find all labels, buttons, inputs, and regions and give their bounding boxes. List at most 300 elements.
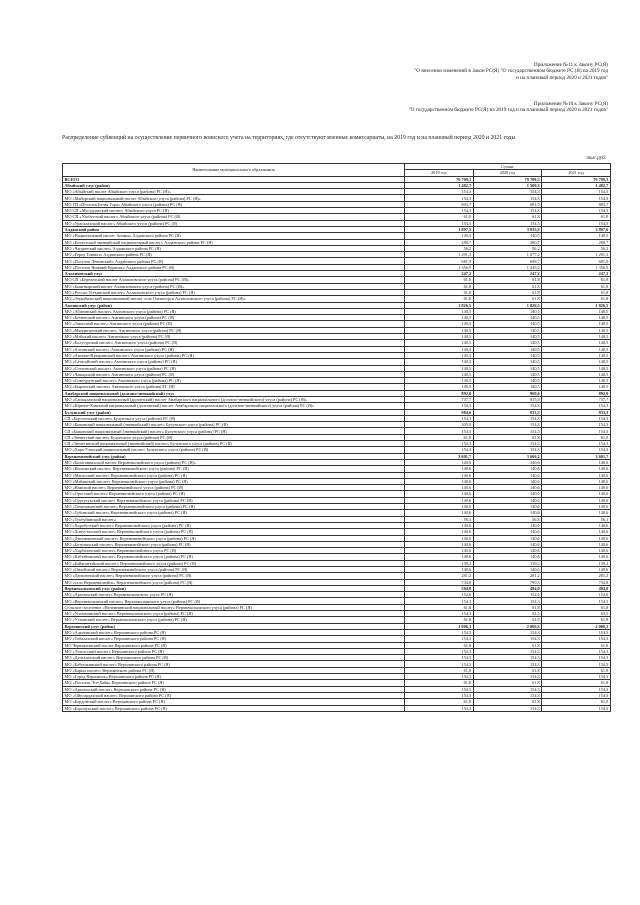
amount-2019: 154,3 xyxy=(405,611,474,617)
amount-2020: 140,5 xyxy=(473,359,542,365)
municipality-name: МО «Эльгэсский наслег» Верхоянского района РС (Я) xyxy=(63,648,405,654)
amount-2021: 1 291,3 xyxy=(542,252,611,258)
municipality-name: МО СП «Мугурдахский наслег» Абыйского улуса РС (Я) xyxy=(63,208,405,214)
municipality-name: МО «Мяндигинский наслег» Амгинского улуса (района) РС (Я) xyxy=(63,327,405,333)
municipality-name: МО «Сургулукский наслег» Верхневилюйского улуса (района) РС (Я) xyxy=(63,497,405,503)
amount-2021: 140,5 xyxy=(542,365,611,371)
amount-2021: 154,3 xyxy=(542,195,611,201)
amount-2019: 61,8 xyxy=(405,667,474,673)
municipality-name: МО «Абыйский наслег Абыйского улуса (района) РС (Я)» xyxy=(63,189,405,195)
amount-2019: 1 826,5 xyxy=(405,302,474,308)
amount-2021: 140,5 xyxy=(542,371,611,377)
amount-2020: 61,8 xyxy=(473,283,542,289)
municipality-name: МО «Эмисский наслег» Амгинского улуса (района) РС (Я) xyxy=(63,321,405,327)
amount-2021: 154,3 xyxy=(542,415,611,421)
municipality-name: МО «Хоробутский наслег» Верхневилюйского улуса (района) РС (Я) xyxy=(63,522,405,528)
amount-2021: 139,2 xyxy=(542,560,611,566)
amount-2020: 140,6 xyxy=(473,472,542,478)
amount-2019: 56,2 xyxy=(405,245,474,251)
municipality-name: МО «Быковский национальный (эвенкийский) наслег» Булунского улуса (района) РС (Я) xyxy=(63,422,405,428)
amount-2021: 140,5 xyxy=(542,308,611,314)
amount-2020: 140,5 xyxy=(473,315,542,321)
amount-2021: 140,5 xyxy=(542,346,611,352)
amount-2020: 140,6 xyxy=(473,535,542,541)
amount-2019: 154,3 xyxy=(405,208,474,214)
amount-2021: 61,8 xyxy=(542,617,611,623)
amount-2021: 61,8 xyxy=(542,680,611,686)
amount-2020: 140,6 xyxy=(473,529,542,535)
municipality-name: МО «Поселок Ленинский» Алданского района РС (Я) xyxy=(63,258,405,264)
amount-2020: 140,5 xyxy=(473,378,542,384)
amount-2019: 56,3 xyxy=(405,516,474,522)
municipality-name: Сельское поселение «Нелемнинский национальный наслег» Верхнеколымского улуса (района) РС (Я) xyxy=(63,604,405,610)
amount-2021: 140,6 xyxy=(542,529,611,535)
amount-2019: 139,2 xyxy=(405,560,474,566)
amount-2021: 140,6 xyxy=(542,459,611,465)
amount-2020: 140,6 xyxy=(473,510,542,516)
amount-2019: 140,5 xyxy=(405,334,474,340)
municipality-name: МО «село Верхневилюйск» Верхневилюйского улуса (района) РС (Я) xyxy=(63,579,405,585)
amount-2020: 61,8 xyxy=(473,642,542,648)
amount-2019: 281,2 xyxy=(405,573,474,579)
amount-2020: 140,6 xyxy=(473,485,542,491)
amount-2020: 140,5 xyxy=(473,346,542,352)
municipality-name: МО «Верхнеколымский наслег» Верхнеколымского улуса (района) РС (Я) xyxy=(63,598,405,604)
amount-2020: 140,6 xyxy=(473,554,542,560)
amount-2020: 140,6 xyxy=(473,491,542,497)
amount-2020: 154,3 xyxy=(473,655,542,661)
amount-2020: 79 709,3 xyxy=(473,176,542,182)
municipality-name: МО «Чагдинский наслег» Алданского района РС (Я) xyxy=(63,245,405,251)
amount-2019: 3 601,7 xyxy=(405,453,474,459)
amount-2020: 698,7 xyxy=(473,258,542,264)
amount-2019: 3 897,5 xyxy=(405,226,474,232)
amount-2019: 154,3 xyxy=(405,629,474,635)
amount-2020: 154,3 xyxy=(473,195,542,201)
amount-2021: 140,5 xyxy=(542,321,611,327)
amount-2020: 140,6 xyxy=(473,466,542,472)
municipality-name: СП «Быковский национальный (эвенкийский) наслег» Булунского улуса (района) РС (Я) xyxy=(63,428,405,434)
municipality-name: МО «Кентикский наслег» Верхневилюйского улуса (района) РС (Я) xyxy=(63,466,405,472)
amount-2020: 61,8 xyxy=(473,617,542,623)
municipality-name: МО «Намский наслег» Верхневилюйского улуса (района) РС (Я) xyxy=(63,485,405,491)
amount-2021: 56,2 xyxy=(542,245,611,251)
header-year-2021: 2021 год xyxy=(542,170,611,176)
municipality-name: МО «Туобуйинский наслег» xyxy=(63,516,405,522)
amount-2019: 61,8 xyxy=(405,283,474,289)
municipality-name: МО «Абагинский наслег» Амгинского улуса (района) РС (Я) xyxy=(63,308,405,314)
municipality-name: МО «Утаинский наслег» Верхнеколымского улуса (района) РС (Я) xyxy=(63,617,405,623)
amount-2019: 140,6 xyxy=(405,522,474,528)
amount-2021: 61,8 xyxy=(542,214,611,220)
amount-2020: 154,3 xyxy=(473,661,542,667)
municipality-name: МО СП «Ульбутский наслег» Абыйского улуса (района) РС (Я) xyxy=(63,214,405,220)
amount-2019: 1 482,7 xyxy=(405,182,474,188)
municipality-name: МО «Дюпсюнский наслег» Верхневилюйского улуса (района) РС (Я) xyxy=(63,573,405,579)
amount-2021: 61,8 xyxy=(542,667,611,673)
amount-2021: 61,8 xyxy=(542,296,611,302)
amount-2019: 140,5 xyxy=(405,233,474,239)
table-row xyxy=(63,705,611,711)
amount-2020: 140,6 xyxy=(473,497,542,503)
amount-2020: 61,8 xyxy=(473,604,542,610)
amount-2020: 140,5 xyxy=(473,334,542,340)
amount-2020: 140,6 xyxy=(473,548,542,554)
amount-2020: 154,3 xyxy=(473,403,542,409)
municipality-name: МО «Байагантайский наслег» Верхневилюйского улуса (района) РС (Я) xyxy=(63,560,405,566)
amount-2019: 61,8 xyxy=(405,277,474,283)
amount-2021: 140,5 xyxy=(542,340,611,346)
amount-2019: 154,3 xyxy=(405,415,474,421)
amount-2021: 3 601,7 xyxy=(542,453,611,459)
header-name: Наименование муниципального образования xyxy=(63,164,405,177)
amount-2021: 734,8 xyxy=(542,579,611,585)
municipality-name: МО «Дюллюкинский наслег» Верхневилюйского улуса (района) РС (Я) xyxy=(63,535,405,541)
amount-2020: 799,3 xyxy=(473,579,542,585)
amount-2019: 61,8 xyxy=(405,699,474,705)
amount-2021: 154,3 xyxy=(542,661,611,667)
amount-2020: 281,2 xyxy=(473,573,542,579)
amount-2020: 140,5 xyxy=(473,321,542,327)
municipality-name: Амгинский улус (район) xyxy=(63,302,405,308)
amount-2021: 247,2 xyxy=(542,271,611,277)
municipality-name: МО «Арылахский наслег» Верхнеколымского улуса РС (Я) xyxy=(63,592,405,598)
municipality-name: СП «Тюметинский национальный (эвенкийский) наслег» Булунского улуса (района) РС (Я) xyxy=(63,441,405,447)
amount-2020: 154,3 xyxy=(473,629,542,635)
amount-2020: 154,3 xyxy=(473,674,542,680)
municipality-name: МО «Национальный наслег Анамы» Алданского района РС (Я) xyxy=(63,233,405,239)
amount-2020: 140,5 xyxy=(473,384,542,390)
municipality-name: МО «Сомоурунский наслег» Амгинского улуса (района) РС (Я) xyxy=(63,378,405,384)
municipality-name: Абыйский улус (район) xyxy=(63,182,405,188)
amount-2019: 1 291,3 xyxy=(405,252,474,258)
amount-2019: 154,3 xyxy=(405,648,474,654)
amount-2020: 280,7 xyxy=(473,239,542,245)
municipality-name: МО «Бетюнский наслег» Амгинского улуса (района) РС (Я) xyxy=(63,315,405,321)
amount-2020: 154,3 xyxy=(473,705,542,711)
annex-law-title: "О государственном бюджете РС(Я) на 2019 год и на плановый период 2020 и 2021 годов" xyxy=(408,107,608,114)
amount-2019: 584,8 xyxy=(405,585,474,591)
amount-2019: 984,6 xyxy=(405,409,474,415)
header-sum: Сумма xyxy=(405,164,611,170)
amount-2020: 61,8 xyxy=(473,289,542,295)
amount-2019: 2 006,3 xyxy=(405,623,474,629)
annex-reference-bottom xyxy=(409,101,608,114)
amount-2021: 140,6 xyxy=(542,567,611,573)
amount-2020: 140,5 xyxy=(473,352,542,358)
amount-2019: 247,2 xyxy=(405,271,474,277)
amount-2021: 1 482,7 xyxy=(542,182,611,188)
amount-2020: 61,8 xyxy=(473,680,542,686)
amount-2021: 140,6 xyxy=(542,504,611,510)
amount-2021: 154,3 xyxy=(542,598,611,604)
amount-2019: 140,5 xyxy=(405,308,474,314)
municipality-name: МО «Чакырский наслег» Амгинского улуса (района) РС (Я) xyxy=(63,371,405,377)
amount-2019: 140,5 xyxy=(405,315,474,321)
municipality-name: Анабарский национальный (долгано-эвенкийский) улус xyxy=(63,390,405,396)
amount-2021: 61,8 xyxy=(542,642,611,648)
amount-2020: 61,8 xyxy=(473,699,542,705)
amount-2019: 140,5 xyxy=(405,359,474,365)
amount-2021: 140,6 xyxy=(542,548,611,554)
amount-2019: 154,3 xyxy=(405,195,474,201)
amount-2021: 140,5 xyxy=(542,352,611,358)
amount-2021: 154,3 xyxy=(542,403,611,409)
amount-2020: 3 835,3 xyxy=(473,226,542,232)
amount-2019: 140,5 xyxy=(405,384,474,390)
municipality-name: МО «Оросский наслег» Верхневилюйского улуса (района) РС (Я) xyxy=(63,491,405,497)
amount-2021: 61,8 xyxy=(542,699,611,705)
amount-2019: 305,0 xyxy=(405,422,474,428)
amount-2020: 815,3 xyxy=(473,396,542,402)
amount-2020: 140,6 xyxy=(473,504,542,510)
municipality-name: МО «Урасалахский наслег» Абыйского улуса (района) РС (Я) xyxy=(63,220,405,226)
amount-2020: 140,5 xyxy=(473,371,542,377)
amount-2020: 154,3 xyxy=(473,692,542,698)
municipality-name: МО «Саскылахский национальный (долганский) наслег Анабарского национального (долгано-эвенкийского) улуса (района) РС (Я)» xyxy=(63,396,405,402)
amount-2019: 61,8 xyxy=(405,289,474,295)
amount-2020: 61,8 xyxy=(473,214,542,220)
municipality-name: МО «Ботулинский наслег» Верхневилюйского улуса (района) РС (Я) xyxy=(63,541,405,547)
municipality-name: МО «Бырамский наслег» Амгинского улуса (района) РС (Я) xyxy=(63,384,405,390)
amount-2020: 1 077,2 xyxy=(473,252,542,258)
amount-2019: 892,0 xyxy=(405,390,474,396)
municipality-name: МО «Беллетский эвенкийский национальный наслег» Алданского района РС (Я) xyxy=(63,239,405,245)
amount-2021: 154,3 xyxy=(542,629,611,635)
amount-2020: 3 666,2 xyxy=(473,453,542,459)
annex-law-period: и на плановый период 2020 и 2021 годов" xyxy=(516,74,608,81)
amount-2019: 61,8 xyxy=(405,617,474,623)
amount-2019: 681,9 xyxy=(405,258,474,264)
amount-2021: 61,8 xyxy=(542,283,611,289)
municipality-name: МО «Адычанский наслег» Верхоянского района РС (Я) xyxy=(63,629,405,635)
amount-2021: 154,3 xyxy=(542,705,611,711)
amount-2020: 56,3 xyxy=(473,516,542,522)
amount-2019: 154,3 xyxy=(405,447,474,453)
municipality-name: Булунский улус (район) xyxy=(63,409,405,415)
amount-2019: 61,8 xyxy=(405,604,474,610)
amount-2020: 681,9 xyxy=(473,201,542,207)
amount-2019: 140,6 xyxy=(405,491,474,497)
amount-2019: 154,3 xyxy=(405,428,474,434)
amount-2021: 140,5 xyxy=(542,359,611,365)
municipality-name: МО «Город Верхоянск» Верхоянского района РС (Я) xyxy=(63,674,405,680)
amount-2019: 734,8 xyxy=(405,579,474,585)
amount-2019: 154,3 xyxy=(405,655,474,661)
amount-2019: 154,3 xyxy=(405,598,474,604)
amount-2019: 61,8 xyxy=(405,214,474,220)
amount-2021: 140,6 xyxy=(542,510,611,516)
amount-2020: 140,5 xyxy=(473,340,542,346)
amount-2021: 154,3 xyxy=(542,447,611,453)
amount-2020: 140,5 xyxy=(473,365,542,371)
amount-2019: 154,3 xyxy=(405,686,474,692)
amount-2021: 154,3 xyxy=(542,648,611,654)
amount-2019: 79 709,3 xyxy=(405,176,474,182)
amount-2021: 154,3 xyxy=(542,422,611,428)
amount-2021: 681,9 xyxy=(542,258,611,264)
amount-2019: 154,3 xyxy=(405,403,474,409)
municipality-name: МО «Амгино-Нахаринский наслег» Амгинского улуса (района) РС (Я) xyxy=(63,352,405,358)
municipality-name: Верхневилюйский улус (район) xyxy=(63,453,405,459)
amount-2019: 154,3 xyxy=(405,705,474,711)
amount-2019: 140,6 xyxy=(405,567,474,573)
amount-2020: 56,2 xyxy=(473,245,542,251)
municipality-name: МО «Тубинский наслег» Верхневилюйского улуса (района) РС (Я) xyxy=(63,510,405,516)
amount-2020: 154,3 xyxy=(473,447,542,453)
amount-2019: 154,3 xyxy=(405,692,474,698)
municipality-name: МО «Балаганнахский наслег Верхневилюйского улуса (района) РС (Я)» xyxy=(63,459,405,465)
municipality-name: Верхнеколымский улус (район) xyxy=(63,585,405,591)
amount-2021: 154,3 xyxy=(542,441,611,447)
amount-2021: 140,6 xyxy=(542,466,611,472)
amount-2020: 154,3 xyxy=(473,636,542,642)
amount-2019: 154,3 xyxy=(405,441,474,447)
municipality-name: МО «Мэйикский наслег» Верхневилюйского улуса (района) РС (Я) xyxy=(63,478,405,484)
municipality-name: МО «Бабушкинский наслег» Верхоянского района РС (Я) xyxy=(63,661,405,667)
amount-2020: 139,2 xyxy=(473,560,542,566)
amount-2020: 154,3 xyxy=(473,648,542,654)
annex-number: Приложение №18 к Закону РС(Я) xyxy=(533,101,608,107)
amount-2020: 154,3 xyxy=(473,415,542,421)
amount-2021: 140,5 xyxy=(542,315,611,321)
amount-2019: 140,6 xyxy=(405,497,474,503)
amount-2021: 892,0 xyxy=(542,390,611,396)
amount-2020: 152,6 xyxy=(473,592,542,598)
municipality-name: Аллаиховский улус xyxy=(63,271,405,277)
amount-2021: 2 006,3 xyxy=(542,623,611,629)
amount-2019: 140,6 xyxy=(405,529,474,535)
amount-2019: 140,6 xyxy=(405,548,474,554)
amount-2021: 154,3 xyxy=(542,674,611,680)
amount-2021: 3 897,6 xyxy=(542,226,611,232)
amount-2019: 140,6 xyxy=(405,485,474,491)
amount-2021: 63,5 xyxy=(542,611,611,617)
municipality-name: СП «Борогонский наслег» Булунского улуса (района) РС (Я) xyxy=(63,415,405,421)
amount-2019: 1 356,9 xyxy=(405,264,474,270)
amount-2021: 61,8 xyxy=(542,434,611,440)
municipality-name: МО «Русско-Устьинский наслег» Аллаиховского улуса (района) РС (Я) xyxy=(63,289,405,295)
amount-2020: 61,8 xyxy=(473,277,542,283)
amount-2020: 140,6 xyxy=(473,567,542,573)
municipality-name: МО ГП «Поселок Белая Гора» Абыйского улуса (района) РС (Я) xyxy=(63,201,405,207)
municipality-name: МО «Онхойский наслег» Верхневилюйского улуса (района) РС (Я) xyxy=(63,567,405,573)
amount-2021: 61,8 xyxy=(542,604,611,610)
amount-2021: 140,6 xyxy=(542,478,611,484)
amount-2019: 61,8 xyxy=(405,296,474,302)
amount-2020: 833,3 xyxy=(473,409,542,415)
amount-2021: 494,0 xyxy=(542,585,611,591)
amount-2021: 56,1 xyxy=(542,516,611,522)
amount-2019: 140,6 xyxy=(405,504,474,510)
amount-2021: 154,3 xyxy=(542,692,611,698)
amount-2019: 737,7 xyxy=(405,396,474,402)
amount-2020: 154,3 xyxy=(473,428,542,434)
units-label: тыс.руб. xyxy=(586,155,606,161)
municipality-name: ВСЕГО xyxy=(63,176,405,182)
amount-2020: 494,0 xyxy=(473,585,542,591)
municipality-name: МО «Боронукский наслег» Верхоянского района РС (Я) xyxy=(63,705,405,711)
amount-2020: 63,5 xyxy=(473,611,542,617)
municipality-name: МО «Дулгалахский наслег» Верхоянского района РС (Я) xyxy=(63,655,405,661)
header-year-2020: 2020 год xyxy=(473,170,542,176)
municipality-name: МО «Кэбээйинский наслег» Верхневилюйского улуса (района) РС (Я) xyxy=(63,554,405,560)
municipality-name: МО «Арылахский наслег» Верхоянского района РС (Я) xyxy=(63,686,405,692)
amount-2020: 154,3 xyxy=(473,422,542,428)
amount-2020: 154,3 xyxy=(473,189,542,195)
municipality-name: МО «Ойусардахский наслег» Верхоянского района РС (Я) xyxy=(63,692,405,698)
amount-2021: 140,6 xyxy=(542,535,611,541)
amount-2019: 140,6 xyxy=(405,510,474,516)
municipality-name: МО «Барыл наслег» Верхоянского района РС (Я) xyxy=(63,667,405,673)
amount-2019: 803,7 xyxy=(405,201,474,207)
amount-2019: 140,5 xyxy=(405,378,474,384)
amount-2019: 154,3 xyxy=(405,636,474,642)
amount-2020: 2 006,3 xyxy=(473,623,542,629)
amount-2020: 154,3 xyxy=(473,598,542,604)
document-title: Распределение субвенций на осуществление первичного воинского учета на территориях, где отсутствуют военные комиссариаты, на 2019 год и на плановый период 2020 и 2021 годы xyxy=(62,135,516,141)
amount-2021: 140,6 xyxy=(542,497,611,503)
amount-2019: 140,5 xyxy=(405,327,474,333)
amount-2021: 833,3 xyxy=(542,409,611,415)
amount-2021: 79 709,3 xyxy=(542,176,611,182)
amount-2020: 61,8 xyxy=(473,667,542,673)
amount-2021: 1 826,5 xyxy=(542,302,611,308)
amount-2021: 140,6 xyxy=(542,554,611,560)
amount-2020: 140,5 xyxy=(473,233,542,239)
amount-2019: 154,3 xyxy=(405,220,474,226)
amount-2019: 140,6 xyxy=(405,554,474,560)
amount-2019: 140,5 xyxy=(405,365,474,371)
municipality-name: МО «Сатагайский наслег» Амгинского улуса (района) РС (Я) xyxy=(63,359,405,365)
annex-number: Приложение №11 к Закону РС(Я) xyxy=(534,62,608,68)
municipality-name: МО «Город Томмот» Алданского района РС (Я) xyxy=(63,252,405,258)
amount-2019: 154,3 xyxy=(405,674,474,680)
subvention-table xyxy=(62,163,611,712)
amount-2021: 140,5 xyxy=(542,233,611,239)
amount-2021: 140,5 xyxy=(542,327,611,333)
municipality-name: МО «Харбалахский наслег» Верхневилюйского улуса РС (Я) xyxy=(63,548,405,554)
amount-2019: 61,8 xyxy=(405,642,474,648)
amount-2019: 154,3 xyxy=(405,189,474,195)
amount-2020: 1 500,3 xyxy=(473,182,542,188)
municipality-name: МО «Угольнинский наслег» Верхнеколымского улуса (района) РС (Я) xyxy=(63,611,405,617)
amount-2020: 61,8 xyxy=(473,296,542,302)
amount-2021: 803,7 xyxy=(542,201,611,207)
amount-2019: 140,5 xyxy=(405,371,474,377)
amount-2020: 61,8 xyxy=(473,434,542,440)
municipality-name: МО «Юрюнг-Хаинский национальный (долганский) наслег Анабарского национального (долгано-эвенкийского) улуса (района) РС (Я)» xyxy=(63,403,405,409)
amount-2021: 61,8 xyxy=(542,289,611,295)
amount-2019: 140,6 xyxy=(405,459,474,465)
amount-2021: 154,3 xyxy=(542,636,611,642)
amount-2019: 140,5 xyxy=(405,340,474,346)
amount-2020: 140,6 xyxy=(473,541,542,547)
amount-2021: 152,6 xyxy=(542,592,611,598)
amount-2020: 140,6 xyxy=(473,522,542,528)
annex-law-title: "О внесении изменений в Закон РС(Я) "О государственном бюджете РС (Я) на 2019 год xyxy=(414,68,608,75)
amount-2020: 154,3 xyxy=(473,220,542,226)
municipality-name: МО «Эндыбальский национальный наслег села Оленегорск Аллаиховского улуса (района) РС (Я)» xyxy=(63,296,405,302)
amount-2021: 140,6 xyxy=(542,472,611,478)
amount-2020: 1 826,5 xyxy=(473,302,542,308)
municipality-name: МО «Табалахский наслег» Верхоянского района РС (Я) xyxy=(63,636,405,642)
amount-2019: 154,3 xyxy=(405,661,474,667)
amount-2021: 154,3 xyxy=(542,686,611,692)
amount-2020: 154,3 xyxy=(473,208,542,214)
amount-2020: 140,6 xyxy=(473,478,542,484)
header-year-2019: 2019 год xyxy=(405,170,474,176)
